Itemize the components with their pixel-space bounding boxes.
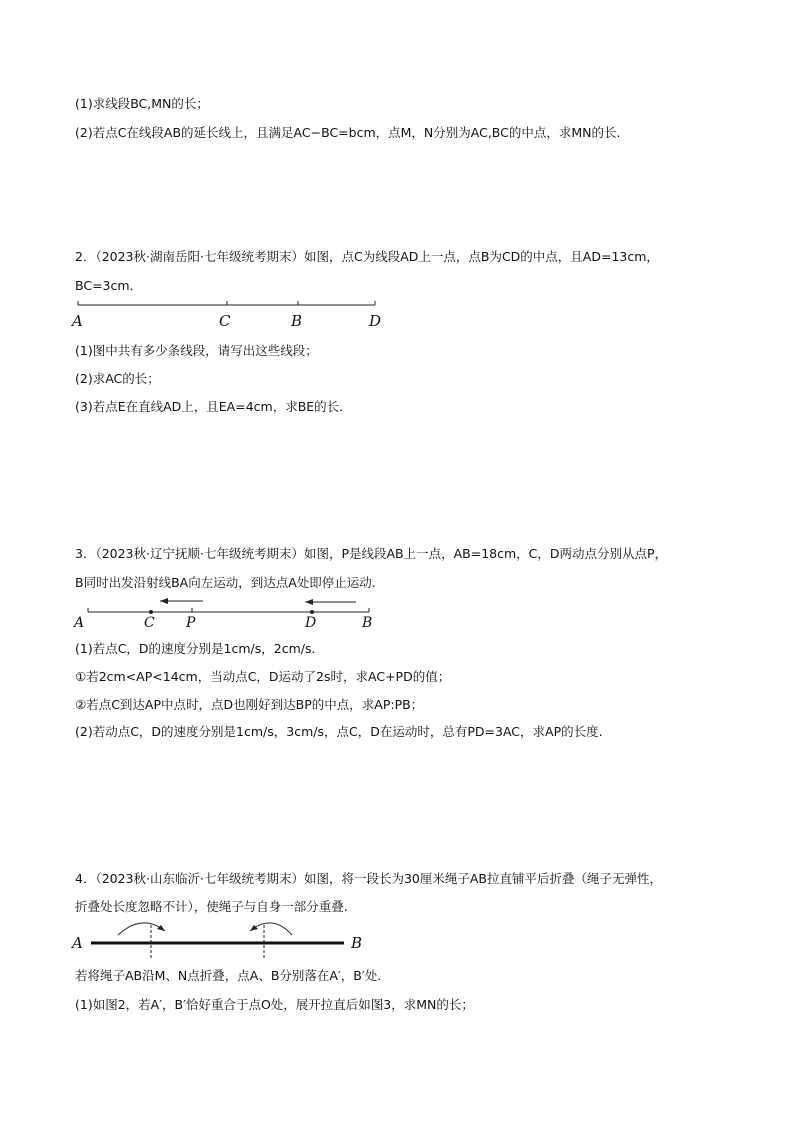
q4-stem-line2: 折叠处长度忽略不计），使绳子与自身一部分重叠. bbox=[75, 899, 348, 914]
q3-sub1: ①若2cm<AP<14cm，当动点C，D运动了2s时，求AC+PD的值； bbox=[75, 669, 451, 684]
q3-sub2: ②若点C到达AP中点时，点D也刚好到达BP的中点，求AP:PB； bbox=[75, 697, 424, 712]
q3-label-c: C bbox=[144, 615, 155, 631]
q1-part1: (1)求线段BC,MN的长； bbox=[75, 96, 209, 111]
q4-label-a: A bbox=[72, 934, 83, 952]
q2-part3: (3)若点E在直线AD上，且EA=4cm，求BE的长. bbox=[75, 399, 344, 414]
q4-part1: (1)如图2，若A′，B′恰好重合于点O处，展开拉直后如图3，求MN的长； bbox=[75, 997, 474, 1012]
q3-stem-line2: B同时出发沿射线BA向左运动，到达点A处即停止运动. bbox=[75, 575, 376, 590]
q2-stem-line1: 2．（2023秋·湖南岳阳·七年级统考期末）如图，点C为线段AD上一点，点B为CD的中点，且AD=13cm， bbox=[75, 249, 659, 264]
q4-line3: 若将绳子AB沿M、N点折叠，点A、B分别落在A′，B′处. bbox=[75, 968, 382, 983]
q3-label-p: P bbox=[186, 615, 196, 631]
q4-label-b: B bbox=[351, 934, 363, 952]
q1-part2: (2)若点C在线段AB的延长线上，且满足AC−BC=bcm，点M，N分别为AC,BC的中点，求MN的长. bbox=[75, 125, 621, 140]
q3-part1: (1)若点C，D的速度分别是1cm/s，2cm/s． bbox=[75, 641, 325, 656]
q2-label-b: B bbox=[291, 312, 303, 330]
q3-label-a: A bbox=[74, 615, 85, 631]
q2-part1: (1)图中共有多少条线段，请写出这些线段； bbox=[75, 343, 318, 358]
q3-stem-line1: 3．（2023秋·辽宁抚顺·七年级统考期末）如图，P是线段AB上一点，AB=18cm，C，D两动点分别从点P， bbox=[75, 546, 668, 561]
q2-label-d: D bbox=[369, 312, 382, 330]
q2-part2: (2)求AC的长； bbox=[75, 371, 160, 386]
q2-stem-line2: BC=3cm． bbox=[75, 278, 143, 293]
q2-label-c: C bbox=[219, 312, 231, 330]
q4-arc-left-head bbox=[157, 925, 165, 931]
q2-label-a: A bbox=[72, 312, 83, 330]
q4-stem-line1: 4．（2023秋·山东临沂·七年级统考期末）如图，将一段长为30厘米绳子AB拉直铺平后折叠（绳子无弹性， bbox=[75, 871, 662, 886]
q3-label-b: B bbox=[362, 615, 373, 631]
q3-part2: (2)若动点C，D的速度分别是1cm/s，3cm/s，点C，D在运动时，总有PD=3AC，求AP的长度. bbox=[75, 724, 603, 739]
q3-label-d: D bbox=[305, 615, 317, 631]
